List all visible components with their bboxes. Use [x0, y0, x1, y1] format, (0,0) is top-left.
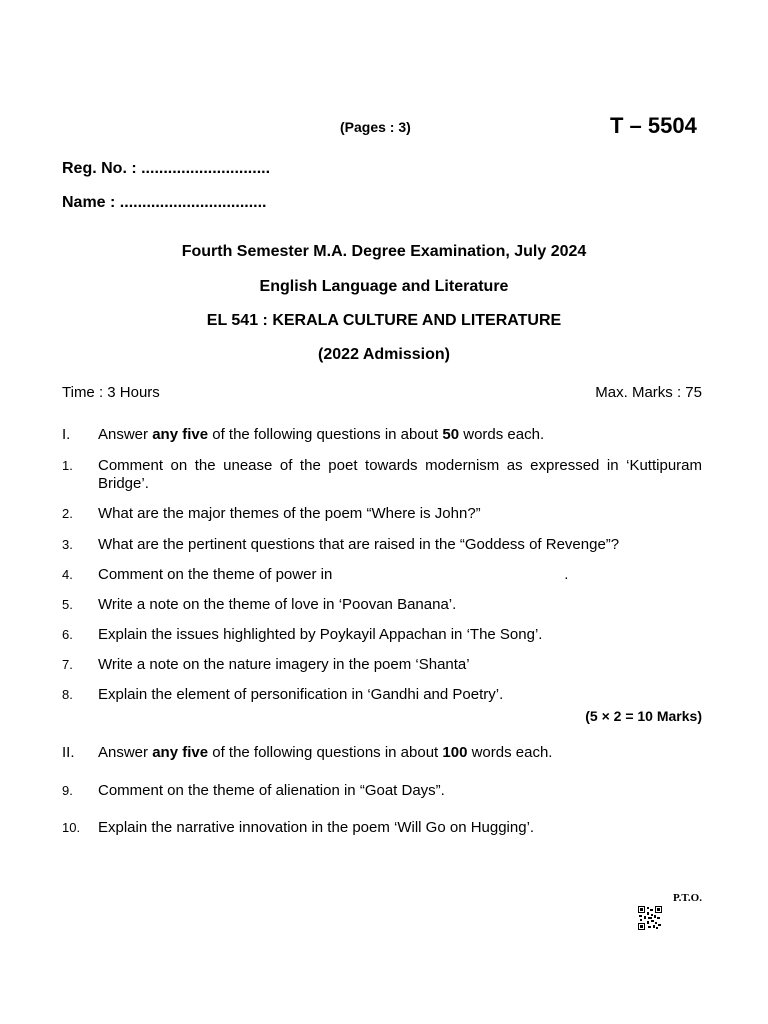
question-number: 3. [62, 537, 73, 552]
section-1-heading [62, 426, 702, 444]
question-item [62, 782, 702, 800]
reg-no-field: Reg. No. : ............................. [62, 160, 271, 177]
question-number: 9. [62, 783, 73, 798]
pages-count: (Pages : 3) [340, 119, 411, 135]
time-label: Time : 3 Hours [62, 384, 160, 401]
admission-year: (2022 Admission) [318, 346, 450, 363]
question-item [62, 819, 702, 837]
question-text: Comment on the unease of the poet towards modernism as expressed in ‘Kuttipuram Bridge’. [98, 457, 702, 492]
name-field: Name : ................................. [62, 194, 267, 211]
question-text: Explain the issues highlighted by Poykayil Appachan in ‘The Song’. [98, 626, 543, 643]
question-text: Explain the narrative innovation in the poem ‘Will Go on Hugging’. [98, 819, 535, 836]
question-number: 7. [62, 657, 73, 672]
question-number: 4. [62, 567, 73, 582]
question-number: 1. [62, 458, 73, 473]
question-text: What are the major themes of the poem “Where is John?” [98, 505, 481, 522]
question-text: What are the pertinent questions that are raised in the “Goddess of Revenge”? [98, 536, 620, 553]
section-instruction: Answer any five of the following questions in about 100 words each. [98, 744, 553, 761]
question-item [62, 457, 702, 493]
question-text: Comment on the theme of alienation in “Goat Days”. [98, 782, 445, 799]
paper-code: T – 5504 [610, 113, 697, 138]
question-item [62, 505, 702, 523]
course-title: EL 541 : KERALA CULTURE AND LITERATURE [206, 312, 562, 329]
question-item [62, 566, 702, 584]
max-marks-label: Max. Marks : 75 [595, 384, 702, 401]
section-instruction: Answer any five of the following questions in about 50 words each. [98, 426, 545, 443]
question-number: 5. [62, 597, 73, 612]
question-text: Write a note on the nature imagery in the poem ‘Shanta’ [98, 656, 470, 673]
section-2-heading [62, 744, 702, 762]
subject-title: English Language and Literature [259, 278, 509, 295]
section-1-marks: (5 × 2 = 10 Marks) [585, 708, 702, 724]
question-text: Comment on the theme of power in . [98, 566, 569, 583]
question-number: 6. [62, 627, 73, 642]
question-item [62, 596, 702, 614]
question-item [62, 656, 702, 674]
question-number: 8. [62, 687, 73, 702]
exam-title: Fourth Semester M.A. Degree Examination, July 2024 [181, 243, 587, 260]
question-item [62, 686, 702, 704]
question-item [62, 536, 702, 554]
section-number: I. [62, 426, 71, 443]
section-number: II. [62, 744, 75, 761]
pto-label: P.T.O. [672, 892, 702, 904]
time-marks-row [62, 384, 702, 401]
question-text: Write a note on the theme of love in ‘Poovan Banana’. [98, 596, 457, 613]
question-number: 2. [62, 506, 73, 521]
qr-code-icon [638, 906, 662, 930]
question-number: 10. [62, 820, 81, 835]
question-item [62, 626, 702, 644]
question-text: Explain the element of personification in ‘Gandhi and Poetry’. [98, 686, 504, 703]
